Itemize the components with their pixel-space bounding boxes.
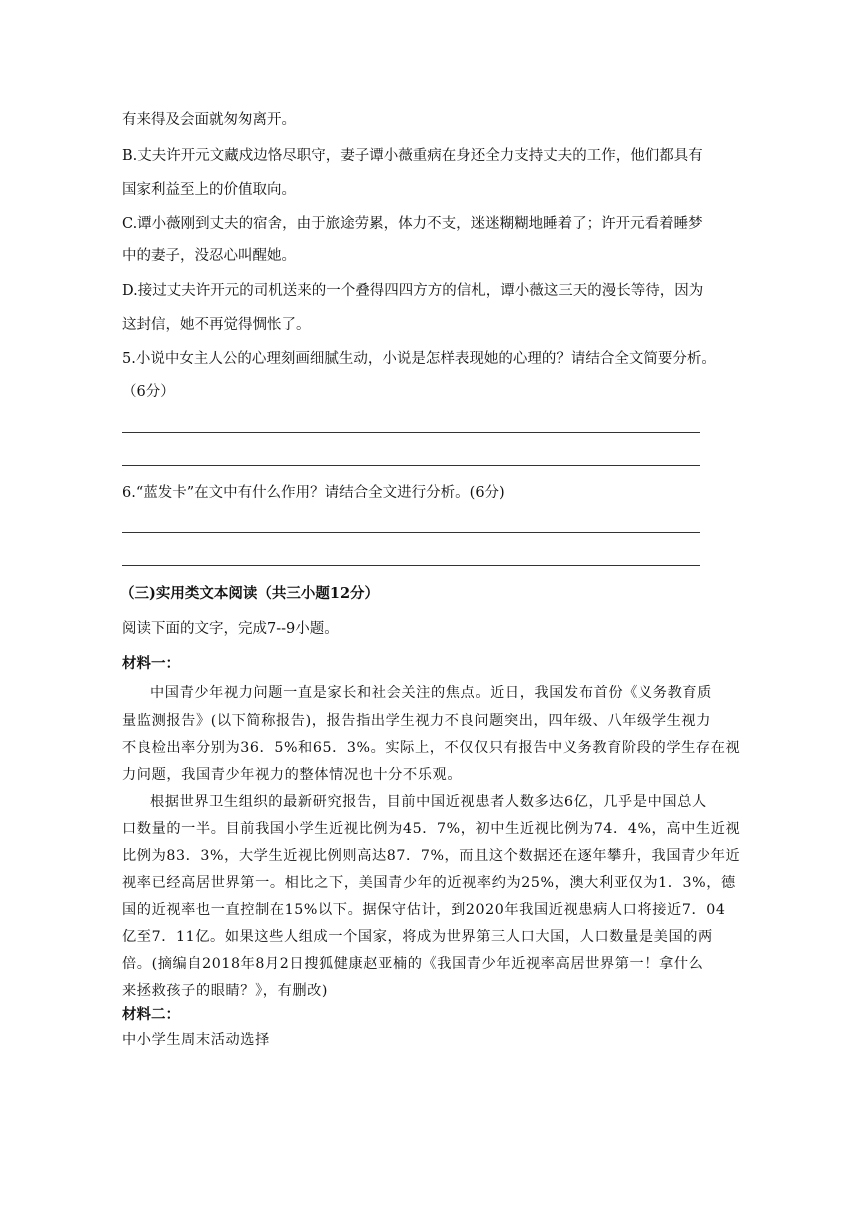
question5-line-2: （6分） bbox=[122, 384, 175, 400]
question4-option-a-tail: 有来得及会面就匆匆离开。 bbox=[122, 112, 296, 128]
material1-para1-line-3: 不良检出率分别为36．5%和65．3%。实际上，不仅仅只有报告中义务教育阶段的学生存在视 bbox=[122, 740, 741, 756]
material1-para2-line-6: 亿至7．11亿。如果这些人组成一个国家，将成为世界第三人口大国，人口数量是美国的两 bbox=[122, 929, 713, 945]
material1-para1-line-1: 中国青少年视力问题一直是家长和社会关注的焦点。近日，我国发布首份《义务教育质 bbox=[150, 685, 712, 701]
section3-instruction: 阅读下面的文字，完成7--9小题。 bbox=[122, 621, 339, 637]
material1-para2-line-2: 口数量的一半。目前我国小学生近视比例为45．7%，初中生近视比例为74．4%，高中生近视 bbox=[122, 821, 741, 837]
material1-para2-line-3: 比例为83．3%，大学生近视比例则高达87．7%，而且这个数据还在逐年攀升，我国青少年近 bbox=[122, 848, 741, 864]
answer-line-q6-1[interactable] bbox=[122, 532, 700, 533]
section3-heading: （三)实用类文本阅读（共三小题12分） bbox=[120, 585, 380, 602]
answer-line-q5-1[interactable] bbox=[122, 432, 700, 433]
material1-para2-line-8: 来拯救孩子的眼睛？》，有删改) bbox=[122, 983, 329, 999]
material2-label: 材料二： bbox=[122, 1006, 180, 1023]
material1-para1-line-2: 量监测报告》(以下简称报告)，报告指出学生视力不良问题突出，四年级、八年级学生视力 bbox=[122, 713, 711, 729]
material1-para2-line-5: 国的近视率也一直控制在15%以下。据保守估计，到2020年我国近视患病人口将接近7．04 bbox=[122, 902, 726, 918]
material1-para1-line-4: 力问题，我国青少年视力的整体情况也十分不乐观。 bbox=[122, 767, 463, 783]
answer-line-q5-2[interactable] bbox=[122, 465, 700, 466]
option-d-line-2: 这封信，她不再觉得惆怅了。 bbox=[122, 317, 311, 333]
option-b-line-1: B.丈夫许开元文藏戍边恪尽职守，妻子谭小薇重病在身还全力支持丈夫的工作，他们都具有 bbox=[122, 148, 703, 164]
answer-line-q6-2[interactable] bbox=[122, 565, 700, 566]
question5-line-1: 5.小说中女主人公的心理刻画细腻生动，小说是怎样表现她的心理的？请结合全文简要分析。 bbox=[122, 351, 716, 367]
material1-para2-line-7: 倍。(摘编自2018年8月2日搜狐健康赵亚楠的《我国青少年近视率高居世界第一！拿什么 bbox=[122, 956, 704, 972]
option-c-line-2: 中的妻子，没忍心叫醒她。 bbox=[122, 248, 296, 264]
option-b-line-2: 国家利益至上的价值取向。 bbox=[122, 182, 296, 198]
material1-para2-line-1: 根据世界卫生组织的最新研究报告，目前中国近视患者人数多达6亿，几乎是中国总人 bbox=[150, 794, 707, 810]
question6: 6.“蓝发卡”在文中有什么作用？请结合全文进行分析。(6分) bbox=[122, 485, 505, 501]
material1-label: 材料一： bbox=[122, 655, 180, 672]
option-d-line-1: D.接过丈夫许开元的司机送来的一个叠得四四方方的信札，谭小薇这三天的漫长等待，因为 bbox=[122, 283, 704, 299]
material2-caption: 中小学生周末活动选择 bbox=[122, 1032, 270, 1048]
option-c-line-1: C.谭小薇刚到丈夫的宿舍，由于旅途劳累，体力不支，迷迷糊糊地睡着了；许开元看着睡梦 bbox=[122, 216, 703, 232]
material1-para2-line-4: 视率已经高居世界第一。相比之下，美国青少年的近视率约为25%，澳大利亚仅为1．3%，德 bbox=[122, 875, 736, 891]
